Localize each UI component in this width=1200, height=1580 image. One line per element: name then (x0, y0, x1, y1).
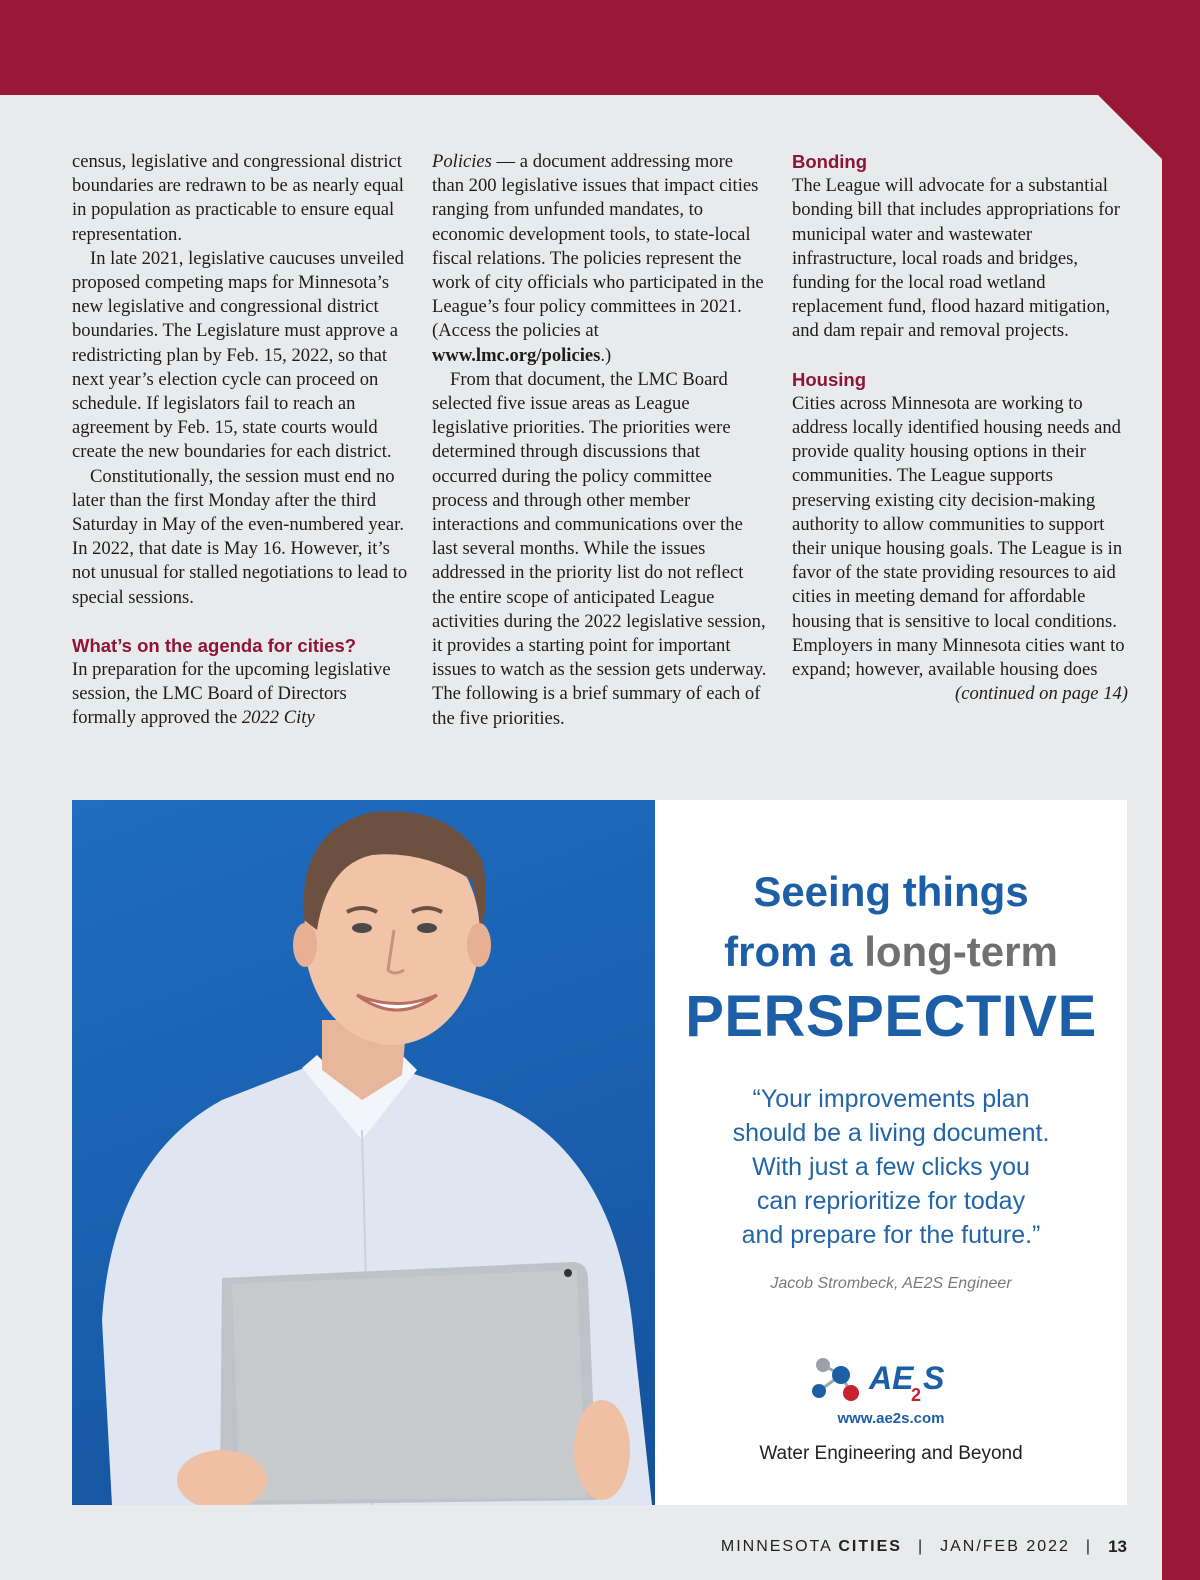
divider: | (1085, 1538, 1093, 1555)
ad-headline: Seeing things from a long-term PERSPECTIVE (685, 868, 1097, 1049)
paragraph: In preparation for the upcoming legislative session, the LMC Board of Directors formally approved the 2022 City (72, 659, 391, 729)
continued-note: (continued on page 14) (955, 683, 1128, 705)
svg-text:2: 2 (911, 1385, 922, 1405)
section-heading-housing: Housing (792, 368, 866, 390)
person-illustration (72, 800, 655, 1505)
ad-quote: “Your improvements plan should be a living document. With just a few clicks you can reprioritize for today and prepare for the future.” (732, 1085, 1050, 1249)
article-column-2 (432, 150, 768, 731)
policies-link[interactable]: www.lmc.org/policies (432, 344, 601, 366)
paragraph: From that document, the LMC Board selected five issue areas as League legislative priorities. The priorities were determined through discussions that occurred during the policy committee process and through other member interactions and communications over the last several months. While the issues addressed in the priority list do not reflect the entire scope of anticipated League activities during the 2022 legislative session, it provides a starting point for important issues to watch as the session gets underway. The following is a brief summary of each of the five priorities. (432, 368, 767, 729)
ad-attribution: Jacob Strombeck, AE2S Engineer (770, 1275, 1012, 1292)
paragraph: census, legislative and congressional district boundaries are redrawn to be as nearly equal in population as practicable to ensure equal representation. (72, 151, 404, 245)
ad-tagline: Water Engineering and Beyond (759, 1443, 1023, 1464)
page-footer (721, 1532, 1127, 1562)
ad-copy-panel (655, 800, 1127, 1505)
paragraph: The League will advocate for a substantial bonding bill that includes appropriations for municipal water and wastewater infrastructure, local roads and bridges, funding for the local road wetland replacement fund, flood hazard mitigation, and dam repair and removal projects. (792, 175, 1120, 342)
paragraph: Policies — a document addressing more than 200 legislative issues that impact cities ranging from unfunded mandates, to economic development tools, to state-local fiscal relations. The policies represent the work of city officials who participated in the League’s four policy committees in 2021. (Access the policies at www.lmc.org/policies.) (432, 151, 764, 366)
section-heading-agenda: What’s on the agenda for cities? (72, 634, 357, 656)
advertisement (72, 800, 1127, 1505)
magazine-name: MINNESOTA CITIES (720, 1538, 902, 1555)
issue-date: JAN/FEB 2022 (940, 1538, 1070, 1555)
paragraph: Cities across Minnesota are working to address locally identified housing needs and provide quality housing options in their communities. The League supports preserving existing city decision-making authority to allow communities to support their unique housing goals. The League is in favor of the state providing resources to aid cities in meeting demand for affordable housing that is sensitive to local conditions. Employers in many Minnesota cities want to expand; however, available housing does (792, 392, 1125, 681)
divider: | (917, 1538, 925, 1555)
ae2s-logo (807, 1355, 977, 1405)
article-column-1 (72, 150, 410, 731)
engineer-photo (72, 800, 655, 1505)
svg-text:S: S (923, 1360, 945, 1396)
molecule-icon (807, 1355, 977, 1405)
paragraph: Constitutionally, the session must end no later than the first Monday after the third Saturday in May of the even-numbered year. In 2022, that date is May 16. However, it’s not unusual for stalled negotiations to lead to special sessions. (72, 465, 408, 608)
article-column-3 (792, 150, 1128, 706)
ad-url-link[interactable]: www.ae2s.com (837, 1410, 945, 1427)
section-heading-bonding: Bonding (792, 151, 868, 172)
svg-text:AE: AE (869, 1360, 914, 1396)
paragraph: In late 2021, legislative caucuses unveiled proposed competing maps for Minnesota’s new legislative and congressional district boundaries. The Legislature must approve a redistricting plan by Feb. 15, 2022, so that next year’s election cycle can proceed on schedule. If legislators fail to reach an agreement by Feb. 15, state courts would create the new boundaries for each district. (72, 247, 404, 463)
page-number: 13 (1108, 1537, 1127, 1556)
